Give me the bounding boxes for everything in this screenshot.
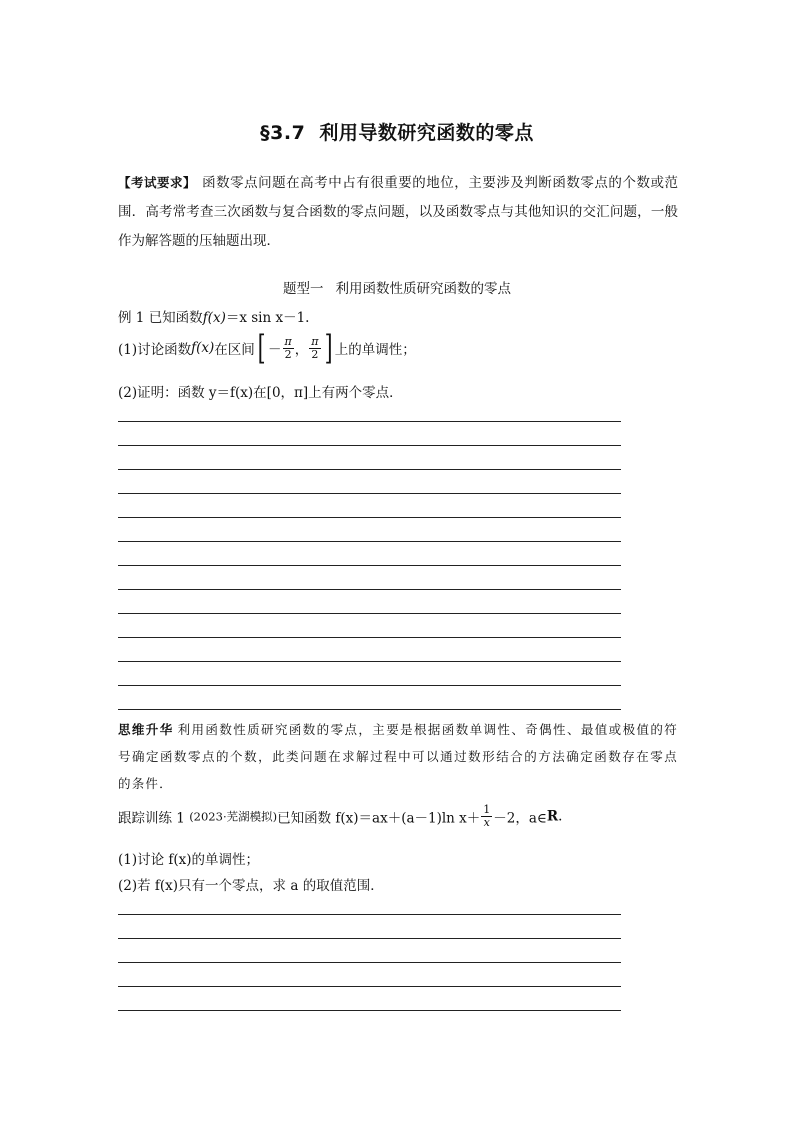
section-heading: 利用导数研究函数的零点	[319, 122, 534, 144]
fraction-1-over-x: $\frac{1}{x}$	[483, 803, 491, 829]
example-stem-eq: ＝x sin x－1.	[225, 310, 310, 326]
answer-line	[118, 661, 621, 662]
answer-line	[118, 613, 621, 614]
answer-line	[118, 517, 621, 518]
practice-1-part-2: (2)若 f(x)只有一个零点，求 a 的取值范围．	[118, 878, 384, 894]
exam-requirements	[118, 168, 678, 256]
part1-suffix: 上的单调性；	[334, 342, 416, 358]
answer-line	[118, 541, 621, 542]
practice-stem-suffix: －2，a∈	[493, 810, 547, 827]
answer-line	[118, 565, 621, 566]
answer-line	[118, 1010, 621, 1011]
example-stem-prefix: 已知函数	[148, 310, 203, 326]
practice-1-stem: 跟踪训练 1 (2023·芜湖模拟)已知函数 f(x)＝ax＋(a－1)ln x＋ $\frac{1}{x}$ －2，a∈R.	[118, 803, 563, 829]
example-1-stem	[118, 306, 309, 326]
answer-line	[118, 589, 621, 590]
requirements-tag: 【考试要求】	[118, 175, 197, 190]
example-fx: f(x)	[202, 310, 226, 326]
thinking-summary	[118, 716, 678, 797]
question-type-title	[0, 277, 794, 297]
example-label: 例 1	[118, 310, 145, 326]
question-type-label: 题型一	[283, 281, 324, 297]
section-number: §3.7	[260, 122, 306, 144]
section-title	[0, 118, 794, 145]
answer-line	[118, 914, 621, 915]
fraction-pi-over-2: $\frac{\pi}{2}$	[311, 334, 319, 361]
part1-fx: f(x)	[191, 340, 215, 356]
practice-label: 跟踪训练 1	[118, 810, 185, 827]
example-1-part-1: (1)讨论函数f(x)在区间[ － $\frac{\pi}{2}$ ， $\frac{\pi}{2}$ ] 上的单调性；	[118, 328, 416, 368]
example-1-part-2: (2)证明：函数 y＝f(x)在[0，π]上有两个零点．	[118, 385, 403, 401]
answer-line	[118, 469, 621, 470]
answer-line	[118, 637, 621, 638]
summary-tag: 思维升华	[118, 722, 174, 737]
answer-line	[118, 709, 621, 710]
practice-source: (2023·芜湖模拟)	[189, 809, 278, 824]
fraction-neg-pi-over-2: $\frac{\pi}{2}$	[284, 334, 292, 361]
answer-line	[118, 685, 621, 686]
answer-line	[118, 421, 621, 422]
answer-line	[118, 493, 621, 494]
interval-neg-sign: －	[268, 342, 282, 358]
practice-stem-prefix: 已知函数 f(x)＝ax＋(a－1)ln x＋	[277, 810, 481, 827]
requirements-text: 函数零点问题在高考中占有很重要的地位，主要涉及判断函数零点的个数或范围．高考常考查三次函数与复合函数的零点问题，以及函数零点与其他知识的交汇问题，一般作为解答题的压轴题出现．	[118, 175, 678, 249]
answer-line	[118, 962, 621, 963]
part1-prefix: (1)讨论函数	[118, 342, 192, 358]
summary-text: 利用函数性质研究函数的零点，主要是根据函数单调性、奇偶性、最值或极值的符号确定函数零点的个数，此类问题在求解过程中可以通过数形结合的方法确定函数存在零点的条件．	[118, 722, 678, 791]
answer-line	[118, 445, 621, 446]
answer-line	[118, 986, 621, 987]
part1-mid: 在区间	[214, 342, 255, 358]
question-type-heading: 利用函数性质研究函数的零点	[335, 281, 511, 297]
answer-line	[118, 938, 621, 939]
practice-1-part-1: (1)讨论 f(x)的单调性；	[118, 852, 260, 868]
real-numbers-symbol: R	[546, 808, 559, 825]
